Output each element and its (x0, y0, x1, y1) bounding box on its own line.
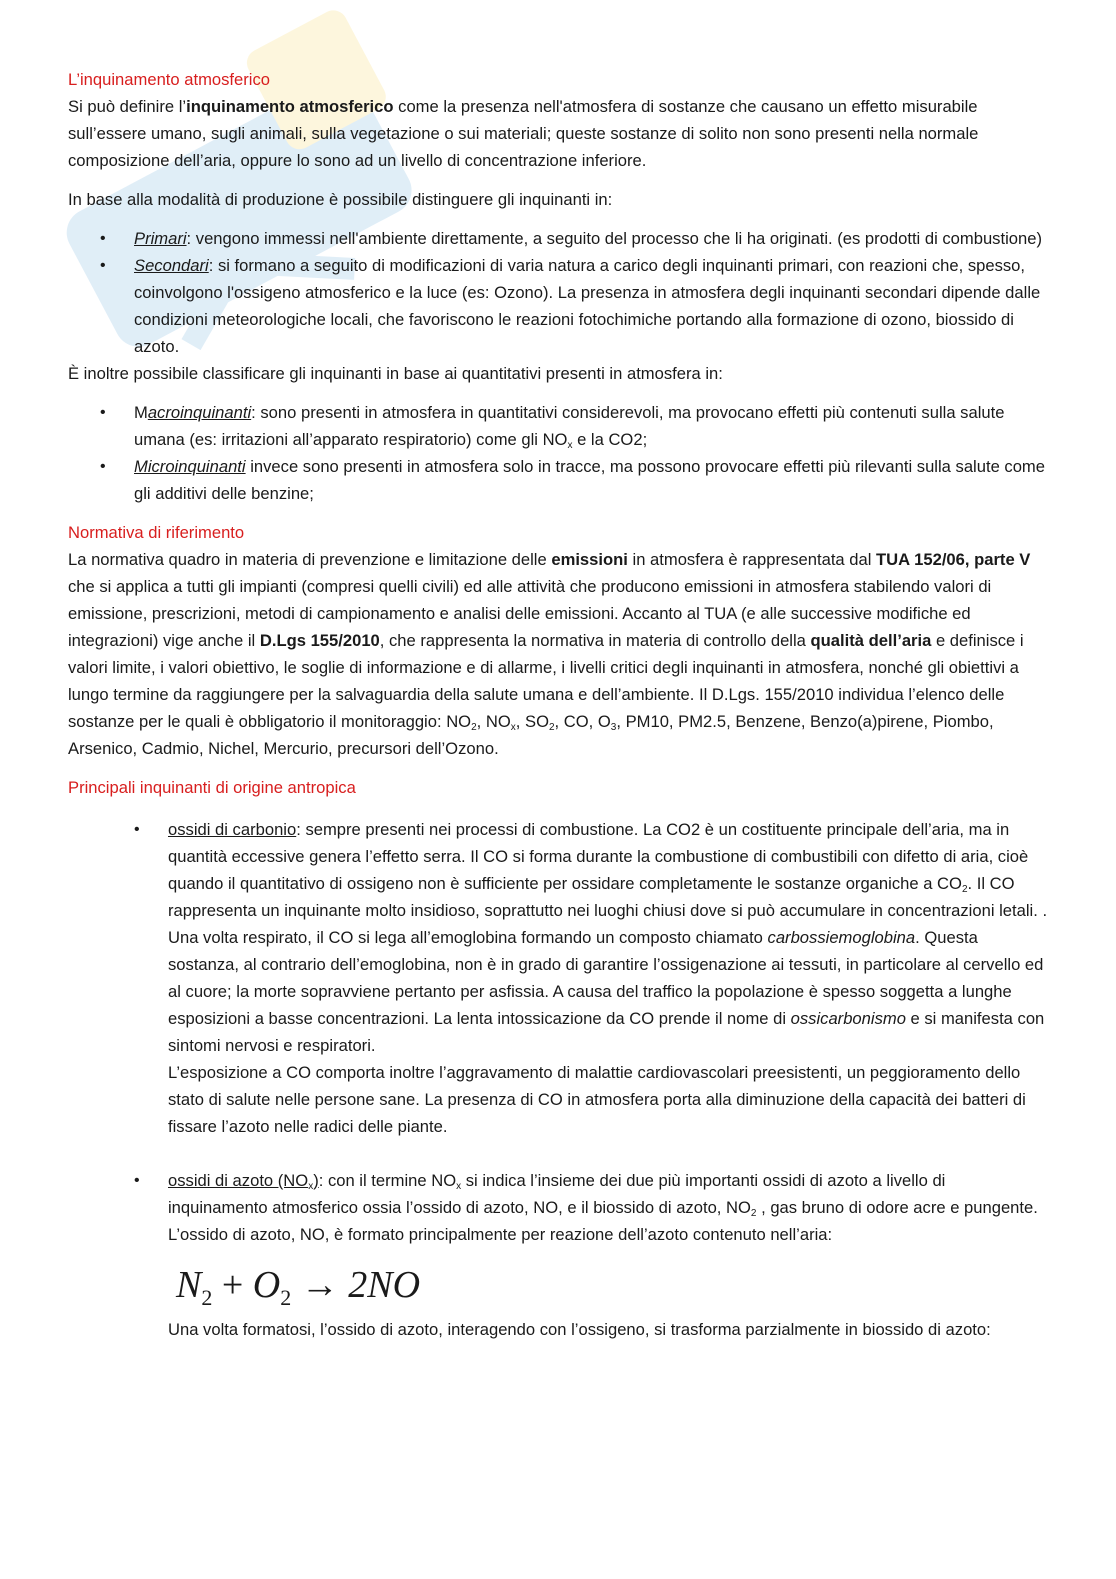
bold-term: qualità dell’aria (810, 631, 932, 650)
subscript: 2 (750, 1208, 757, 1219)
subscript: 2 (280, 1285, 292, 1310)
text: : con il termine NO (318, 1171, 457, 1190)
subscript: 2 (471, 722, 477, 733)
subscript: 2 (548, 722, 555, 733)
subscript: x (567, 440, 573, 451)
text: M (134, 403, 148, 422)
term: ossidi di carbonio (168, 820, 297, 839)
bold-term: TUA 152/06, parte V (876, 550, 1031, 569)
text: invece sono presenti in atmosfera solo in tracce, ma possono provocare effetti più rilevanti sulla salute come gli additivi delle benzine; (134, 457, 1045, 503)
term: Primari (134, 229, 187, 248)
subscript: 2 (961, 884, 968, 895)
subscript: 3 (610, 722, 617, 733)
text: che si applica a tutti gli impianti (compresi quelli civili) ed alle attività che producono emissioni in atmosfera stabilendo valori di emissione, prescrizioni, metodi di campionamento e analisi delle emissioni. Accanto al TUA (e alle successive modifiche ed integrazioni) vige anche il (68, 577, 992, 650)
section-title-normativa: Normativa di riferimento (68, 523, 245, 542)
text: : sempre presenti nei processi di combustione. La CO2 è un costituente principale dell’aria, ma in quantità eccessive genera l’effetto serra. Il CO si forma durante la combustione di combustibili con difetto di aria, cioè quando il quantitativo di ossigeno non è sufficiente per ossidare completamente le sostanze organiche a CO (168, 820, 1029, 893)
text: : vengono immessi nell'ambiente direttamente, a seguito del processo che li ha originati. (es prodotti di combustione) (186, 229, 1042, 248)
section-title-inquinamento: L’inquinamento atmosferico (68, 70, 271, 89)
subscript: x (308, 1181, 314, 1192)
list-item-carbonio (68, 816, 1048, 1140)
bold-term: emissioni (551, 550, 628, 569)
text: : sono presenti in atmosfera in quantitativi considerevoli, ma provocano effetti più contenuti sulla salute umana (es: irritazioni all’apparato respiratorio) come gli NO (134, 403, 1005, 449)
reaction-formula (68, 1262, 1048, 1308)
text: e si manifesta con sintomi nervosi e respiratori. (168, 1009, 1045, 1055)
paragraph-definition (68, 93, 1048, 174)
bold-term: D.Lgs 155/2010 (259, 631, 380, 650)
text: Si può definire l’ (68, 97, 187, 116)
text: ossidi di azoto (NO (168, 1171, 309, 1190)
list-item-primari (68, 225, 1048, 252)
list-production (68, 225, 1048, 360)
formula-symbol: N (176, 1264, 202, 1306)
formula-operator: + (212, 1264, 253, 1306)
formula-product: 2NO (348, 1264, 421, 1306)
term: Microinquinanti (134, 457, 246, 476)
text: si indica l’insieme dei due più importanti ossidi di azoto a livello di inquinamento atmosferico ossia l’ossido di azoto, NO, e il biossido di azoto, NO (168, 1171, 946, 1217)
document-page (68, 66, 1048, 1343)
text: , SO (515, 712, 549, 731)
italic-term: carbossiemoglobina (767, 928, 916, 947)
list-item-macro (68, 399, 1048, 453)
text: . Il CO rappresenta un inquinante molto insidioso, soprattutto nei luoghi chiusi dove si può accumulare in concentrazioni letali. . Una volta respirato, il CO si lega all’emoglobina formando un composto chiamato (168, 874, 1048, 947)
paragraph-production: In base alla modalità di produzione è possibile distinguere gli inquinanti in: (68, 190, 613, 209)
section-title-inquinanti: Principali inquinanti di origine antropica (68, 778, 356, 797)
text: : si formano a seguito di modificazioni di varia natura a carico degli inquinanti primari, con reazioni che, spesso, coinvolgono l'ossigeno atmosferico e la luce (es: Ozono). La presenza in atmosfera degli inquinanti secondari dipende dalle condizioni meteorologiche locali, che favoriscono le reazioni fotochimiche portando alla formazione di ozono, biossido di azoto. (134, 256, 1041, 356)
list-quantity (68, 399, 1048, 507)
paragraph-normativa (68, 546, 1048, 762)
text: e la CO2; (572, 430, 648, 449)
paragraph-quantity: È inoltre possibile classificare gli inquinanti in base ai quantitativi presenti in atmosfera in: (68, 364, 723, 383)
term (168, 1171, 319, 1190)
text: La normativa quadro in materia di prevenzione e limitazione delle (68, 550, 552, 569)
subscript: x (510, 722, 516, 733)
formula-symbol: O (252, 1264, 281, 1306)
bold-term: inquinamento atmosferico (186, 97, 394, 116)
term: Secondari (134, 256, 209, 275)
italic-term: ossicarbonismo (790, 1009, 906, 1028)
list-item-secondari (68, 252, 1048, 360)
text: , gas bruno di odore acre e pungente. L’ossido di azoto, NO, è formato principalmente per reazione dell’azoto contenuto nell’aria: (168, 1198, 1038, 1244)
paragraph: L’esposizione a CO comporta inoltre l’aggravamento di malattie cardiovascolari preesistenti, un peggioramento dello stato di salute nelle persone sane. La presenza di CO in atmosfera porta alla diminuzione della capacità dei batteri di fissare l’azoto nelle radici delle piante. (168, 1063, 1026, 1136)
subscript: 2 (201, 1285, 213, 1310)
text: , PM10, PM2.5, Benzene, Benzo(a)pirene, Piombo, Arsenico, Cadmio, Nichel, Mercurio, precursori dell’Ozono. (68, 712, 994, 758)
text: , che rappresenta la normativa in materia di controllo della (379, 631, 811, 650)
text: ) (313, 1171, 319, 1190)
subscript: x (456, 1181, 462, 1192)
text: e definisce i valori limite, i valori obiettivo, le soglie di informazione e di allarme, i livelli critici degli inquinanti in atmosfera, nonché gli obiettivi a lungo termine da raggiungere per la salvaguardia della salute umana e dell’ambiente. Il D.Lgs. 155/2010 individua l’elenco delle sostanze per le quali è obbligatorio il monitoraggio: NO (68, 631, 1024, 731)
list-item-micro (68, 453, 1048, 507)
list-item-azoto (68, 1167, 1048, 1248)
paragraph-biossido: Una volta formatosi, l’ossido di azoto, interagendo con l’ossigeno, si trasforma parzialmente in biossido di azoto: (168, 1320, 991, 1339)
text: , NO (476, 712, 511, 731)
term: acroinquinanti (147, 403, 252, 422)
text: . Questa sostanza, al contrario dell’emoglobina, non è in grado di garantire l’ossigenazione ai tessuti, in particolare al cervello ed al cuore; la morte sopravviene pertanto per asfissia. A causa del traffico la popolazione è spesso soggetta a lunghe esposizioni a basse concentrazioni. La lenta intossicazione da CO prende il nome di (168, 928, 1044, 1028)
text: , CO, O (554, 712, 611, 731)
arrow-icon: → (291, 1264, 349, 1306)
text: come la presenza nell'atmosfera di sostanze che causano un effetto misurabile sull’essere umano, sugli animali, sulla vegetazione o sui materiali; queste sostanze di solito non sono presenti nella normale composizione dell’aria, oppure lo sono ad un livello di concentrazione inferiore. (68, 97, 979, 170)
text: in atmosfera è rappresentata dal (627, 550, 877, 569)
list-inquinanti (68, 816, 1048, 1248)
